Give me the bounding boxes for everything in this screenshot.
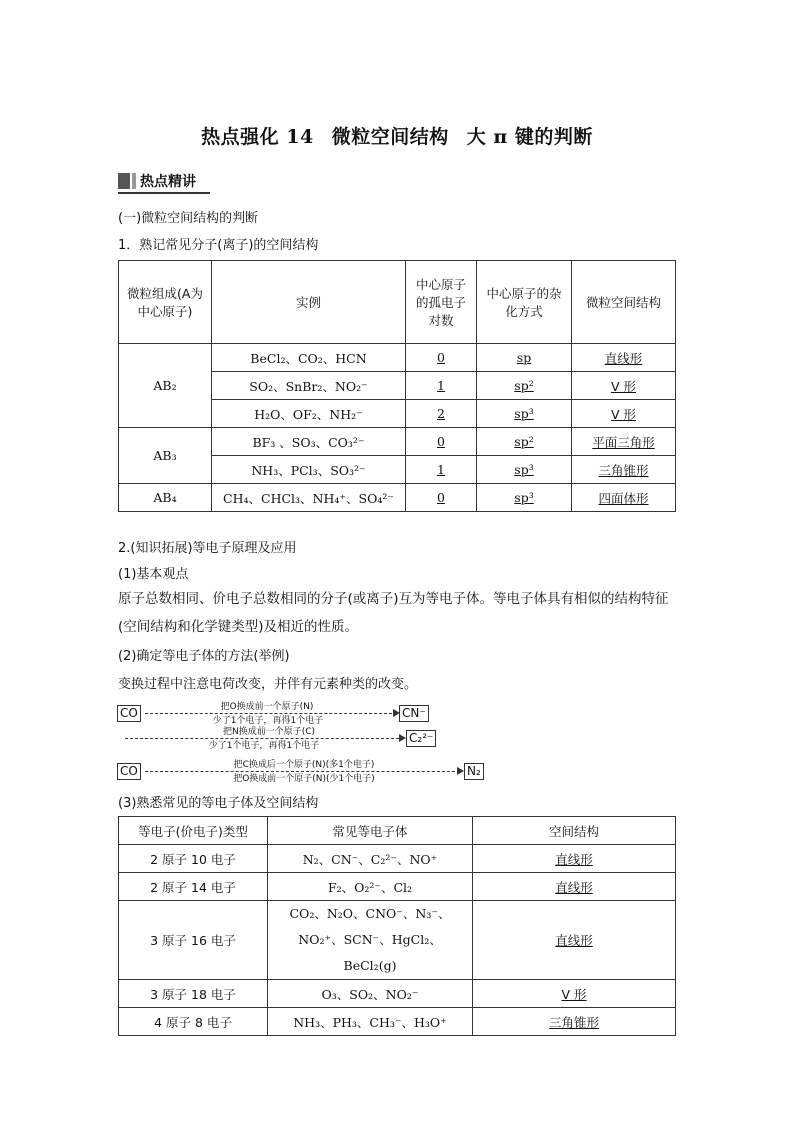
cell-example: NH₃、PCl₃、SO₃²⁻ — [212, 456, 406, 484]
title-part2: 微粒空间结构 — [331, 126, 449, 148]
s1-item1: 1．熟记常见分子(离子)的空间结构 — [118, 238, 319, 253]
cell-shape: 三角锥形 — [473, 1008, 676, 1036]
cell-hybrid: sp² — [477, 428, 572, 456]
th-lone-pairs: 中心原子的孤电子对数 — [406, 261, 477, 344]
table-row — [119, 484, 676, 512]
target-box: CN⁻ — [399, 705, 429, 722]
cell-type: 2 原子 10 电子 — [119, 845, 268, 873]
target-box: C₂²⁻ — [406, 730, 436, 747]
cell-members: CO₂、N₂O、CNO⁻、N₃⁻、NO₂⁺、SCN⁻、HgCl₂、BeCl₂(g) — [268, 901, 473, 980]
cell-group: AB₃ — [119, 428, 212, 484]
s2-2-text: 变换过程中注意电荷改变，并伴有元素种类的改变。 — [118, 677, 418, 692]
th-example: 实例 — [212, 261, 406, 344]
cell-example: SO₂、SnBr₂、NO₂⁻ — [212, 372, 406, 400]
cell-members: N₂、CN⁻、C₂²⁻、NO⁺ — [268, 845, 473, 873]
section-underline — [118, 192, 210, 194]
cell-lone: 1 — [406, 456, 477, 484]
title-part3: 大 π 键的判断 — [466, 126, 593, 148]
s2-2-heading: (2)确定等电子体的方法(举例) — [118, 649, 290, 664]
structure-table — [118, 260, 676, 512]
th-composition: 微粒组成(A为中心原子) — [119, 261, 212, 344]
note-top: 把N换成前一个原子(C) — [222, 727, 316, 737]
th-shape: 空间结构 — [473, 817, 676, 845]
cell-shape: 平面三角形 — [572, 428, 676, 456]
tag-marker-icon — [118, 173, 130, 189]
cell-shape: 三角锥形 — [572, 456, 676, 484]
cell-lone: 1 — [406, 372, 477, 400]
section-tag — [118, 172, 196, 190]
cell-members: F₂、O₂²⁻、Cl₂ — [268, 873, 473, 901]
cell-type: 2 原子 14 电子 — [119, 873, 268, 901]
cell-shape: V 形 — [572, 400, 676, 428]
cell-group: AB₄ — [119, 484, 212, 512]
table-header-row — [119, 261, 676, 344]
s2-1-text: 原子总数相同、价电子总数相同的分子(或离子)互为等电子体。等电子体具有相似的结构特征(空间结构和化学键类型)及相近的性质。 — [118, 591, 669, 635]
note-top: 把C换成后一个原子(N)(多1个电子) — [233, 760, 375, 770]
s2-heading: 2.(知识拓展)等电子原理及应用 — [118, 541, 297, 556]
cell-group: AB₂ — [119, 344, 212, 428]
s1-heading: (一)微粒空间结构的判断 — [118, 211, 259, 226]
cell-shape: 直线形 — [473, 901, 676, 980]
note-top: 把O换成前一个原子(N) — [220, 702, 314, 712]
cell-type: 3 原子 16 电子 — [119, 901, 268, 980]
section-tag-label: 热点精讲 — [140, 174, 196, 190]
table-row — [119, 901, 676, 980]
table-row — [119, 980, 676, 1008]
cell-lone: 0 — [406, 344, 477, 372]
note-bottom: 少了1个电子，再得1个电子 — [208, 741, 320, 751]
cell-type: 3 原子 18 电子 — [119, 980, 268, 1008]
cell-hybrid: sp² — [477, 372, 572, 400]
note-bottom: 把O换成前一个原子(N)(少1个电子) — [233, 774, 375, 784]
arrow-head-icon — [457, 767, 464, 775]
cell-lone: 0 — [406, 428, 477, 456]
cell-hybrid: sp³ — [477, 400, 572, 428]
table-row — [119, 873, 676, 901]
note-bottom: 少了1个电子，再得1个电子 — [212, 716, 324, 726]
cell-shape: V 形 — [473, 980, 676, 1008]
tag-marker-stripe — [132, 173, 136, 189]
cell-example: BeCl₂、CO₂、HCN — [212, 344, 406, 372]
th-members: 常见等电子体 — [268, 817, 473, 845]
cell-hybrid: sp³ — [477, 456, 572, 484]
cell-hybrid: sp³ — [477, 484, 572, 512]
cell-shape: 直线形 — [473, 845, 676, 873]
cell-example: H₂O、OF₂、NH₂⁻ — [212, 400, 406, 428]
table-row — [119, 344, 676, 372]
cell-example: BF₃ 、SO₃、CO₃²⁻ — [212, 428, 406, 456]
cell-example: CH₄、CHCl₃、NH₄⁺、SO₄²⁻ — [212, 484, 406, 512]
s2-1-heading: (1)基本观点 — [118, 567, 189, 582]
table-row — [119, 428, 676, 456]
title-main: 热点强化 14 — [201, 126, 314, 148]
isoelectronic-table — [118, 816, 676, 1036]
table-header-row — [119, 817, 676, 845]
cell-shape: 四面体形 — [572, 484, 676, 512]
table-row — [119, 1008, 676, 1036]
s2-3-heading: (3)熟悉常见的等电子体及空间结构 — [118, 796, 319, 811]
cell-members: NH₃、PH₃、CH₃⁻、H₃O⁺ — [268, 1008, 473, 1036]
cell-members: O₃、SO₂、NO₂⁻ — [268, 980, 473, 1008]
cell-lone: 0 — [406, 484, 477, 512]
th-shape: 微粒空间结构 — [572, 261, 676, 344]
page-title — [0, 122, 794, 149]
cell-shape: V 形 — [572, 372, 676, 400]
cell-lone: 2 — [406, 400, 477, 428]
cell-shape: 直线形 — [473, 873, 676, 901]
table-row — [119, 845, 676, 873]
arrow-head-icon — [399, 734, 406, 742]
co-box: CO — [117, 705, 141, 722]
target-box: N₂ — [464, 763, 484, 780]
th-type: 等电子(价电子)类型 — [119, 817, 268, 845]
co-box: CO — [117, 763, 141, 780]
cell-hybrid: sp — [477, 344, 572, 372]
th-hybrid: 中心原子的杂化方式 — [477, 261, 572, 344]
cell-type: 4 原子 8 电子 — [119, 1008, 268, 1036]
cell-shape: 直线形 — [572, 344, 676, 372]
